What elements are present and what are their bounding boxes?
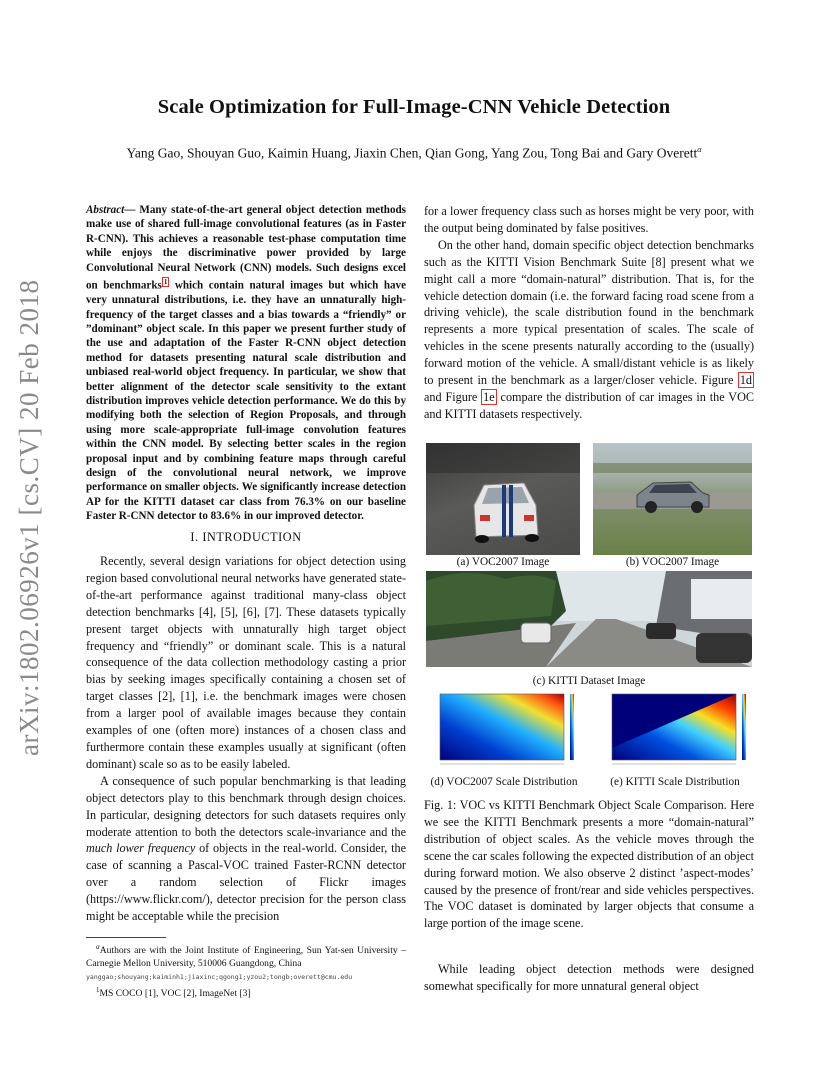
street-scene-drawing bbox=[426, 571, 752, 667]
author-names: Yang Gao, Shouyan Guo, Kaimin Huang, Jiaxin Chen, Qian Gong, Yang Zou, Tong Bai and Gary Overett bbox=[126, 145, 698, 161]
caption-a: (a) VOC2007 Image bbox=[456, 556, 550, 568]
arxiv-stamp: arXiv:1802.06926v1 [cs.CV] 20 Feb 2018 bbox=[14, 279, 44, 756]
intro-paragraph-2 bbox=[86, 773, 406, 925]
figure-image-b bbox=[593, 443, 752, 555]
heatmap-e-plot bbox=[598, 688, 752, 772]
figure-ref-1e[interactable]: 1e bbox=[483, 389, 495, 404]
footnotes bbox=[86, 941, 406, 1001]
right-paragraph-cont: for a lower frequency class such as horses might be very poor, with the output being dominated by false positives. bbox=[424, 204, 754, 235]
abstract-text-a: — Many state-of-the-art general object detection methods make use of shared full-image convolutional features (as in Faster R-CNN). This achieves a reasonable test-phase computation time while enjoys the discriminative power provided by large Convolutional Neural Network (CNN) models. Such designs excel on benchmarks bbox=[86, 204, 406, 292]
author-affil-marker: α bbox=[697, 145, 702, 154]
intro-body bbox=[86, 553, 406, 925]
figure-caption: Fig. 1: VOC vs KITTI Benchmark Object Scale Comparison. Here we see the KITTI Benchmark presents a more “domain-natural” distribution of object scales. As the vehicle moves through the scene the car scales following the expected distribution of an object during forward motion. We also observe 2 distinct ’aspect-modes’ caused by the presence of front/rear and side vehicles perspectives. The VOC dataset is dominated by larger objects that consume a large portion of the image scene. bbox=[424, 798, 754, 931]
figure-image-a bbox=[426, 443, 580, 555]
footnote-1-text: MS COCO [1], VOC [2], ImageNet [3] bbox=[99, 987, 251, 999]
figure-ref-1d[interactable]: 1d bbox=[739, 373, 752, 388]
grey-car-drawing bbox=[593, 443, 752, 555]
heatmap-e bbox=[598, 688, 752, 772]
footnote-1 bbox=[86, 984, 406, 1001]
footnote-rule bbox=[86, 937, 166, 938]
intro-paragraph-1: Recently, several design variations for object detection using region based convolutional neural networks have generated state-of-the-art performance against traditional many-class object detection benchmarks [4], [5], [6], [7]. These datasets typically present target objects with unnaturally high target object frequency and “friendly” or dominant scale. This is a natural consequence of the data collection methodology casting a prior bias by seeking images specifically containing a chosen set of target classes [2], [1], i.e. the benchmark images were chosen from a larger pool of available images because they contain examples of one (often more) instances of a chosen class and furthermore contain these examples usually at significant (often dominant) scale so as to be easily labeled. bbox=[86, 554, 406, 771]
abstract-text-b: which contain natural images but which have very unnatural distributions, i.e. they have an unnaturally high-frequency of the target classes and a bias towards a “friendly” or ”dominant” object scale. In this paper we present further study of the use and adaptation of the Faster R-CNN object detection method for datasets presenting natural scale distribution and unbiased real-world object frequency. In particular, we show that better alignment of the detector scale sensitivity to the extant distribution improves vehicle detection performance. We do this by modifying both the selection of Region Proposals, and through using more scale-appropriate full-image convolution features within the CNN model. By selecting better scales in the region proposal input and by combining feature maps through careful design of the convolutional neural network, we improve performance on smaller objects. We significantly increase detection AP for the KITTI dataset car class from 76.3% on our baseline Faster R-CNN detector to 83.6% in our improved detector. bbox=[86, 279, 407, 523]
author-list bbox=[0, 145, 828, 162]
right-paragraph-3 bbox=[424, 237, 754, 423]
footnote-affil-text: Authors are with the Joint Institute of Engineering, Sun Yat-sen University – Carnegie Mellon University, 510006 Guangdong, China bbox=[86, 945, 406, 969]
footnote-affiliation bbox=[86, 941, 406, 971]
footnote-emails: yanggao;shouyang;kaiminh1;jiaxinc;qgong1;yzou2;tongb;overett@cmu.edu bbox=[86, 972, 353, 981]
white-car-drawing bbox=[426, 443, 580, 555]
right-p3-a: On the other hand, domain specific object detection benchmarks such as the KITTI Vision Benchmark Suite [8] present what we might call a more “domain-natural” distribution. That is, for the vehicle detection domain (i.e. the forward facing road scene from a driving vehicle), the scale distribution found in the benchmark represents a more typical presentation of scales. The scale of vehicles in the scene presents naturally according to the (usually) forward motion of the vehicle. A small/distant vehicle is as likely to present in the benchmark as a larger/closer vehicle. Figure bbox=[424, 237, 754, 388]
caption-b: (b) VOC2007 Image bbox=[625, 556, 720, 568]
figure-image-c bbox=[426, 571, 752, 667]
right-p3-and: and Figure bbox=[424, 389, 482, 404]
right-column-bottom bbox=[424, 961, 754, 995]
caption-c: (c) KITTI Dataset Image bbox=[532, 675, 646, 687]
footnote-marker-1: 1 bbox=[96, 985, 100, 994]
heatmap-d bbox=[426, 688, 580, 772]
intro-p2-b: of objects in the real-world. Consider, the case of scanning a Pascal-VOC trained Faster-RCNN detector over a random selection of Flickr images (https://www.flickr.com/), detector precision for the person class might be acceptable while the precision bbox=[86, 841, 406, 924]
caption-e: (e) KITTI Scale Distribution bbox=[610, 776, 740, 788]
footnote-marker-alpha: α bbox=[96, 943, 100, 951]
abstract bbox=[86, 203, 406, 524]
heatmap-d-plot bbox=[426, 688, 580, 772]
page-title: Scale Optimization for Full-Image-CNN Vehicle Detection bbox=[157, 96, 671, 118]
footnote-ref-1[interactable]: 1 bbox=[163, 278, 168, 287]
section-heading: I. INTRODUCTION bbox=[190, 530, 302, 544]
caption-d: (d) VOC2007 Scale Distribution bbox=[430, 776, 578, 788]
right-paragraph-4: While leading object detection methods were designed somewhat specifically for more unnatural general object bbox=[424, 962, 754, 993]
intro-p2-a: A consequence of such popular benchmarking is that leading object detectors play to this benchmark through design choices. In particular, designing detectors for such datasets requires only moderate attention to both the detectors scale-invariance and the bbox=[86, 773, 406, 839]
intro-p2-emphasis: much lower frequency bbox=[86, 841, 196, 856]
right-column-text bbox=[424, 203, 754, 423]
right-p3-b: compare the distribution of car images in the VOC and KITTI datasets respectively. bbox=[424, 389, 754, 421]
abstract-label: Abstract bbox=[86, 204, 125, 216]
